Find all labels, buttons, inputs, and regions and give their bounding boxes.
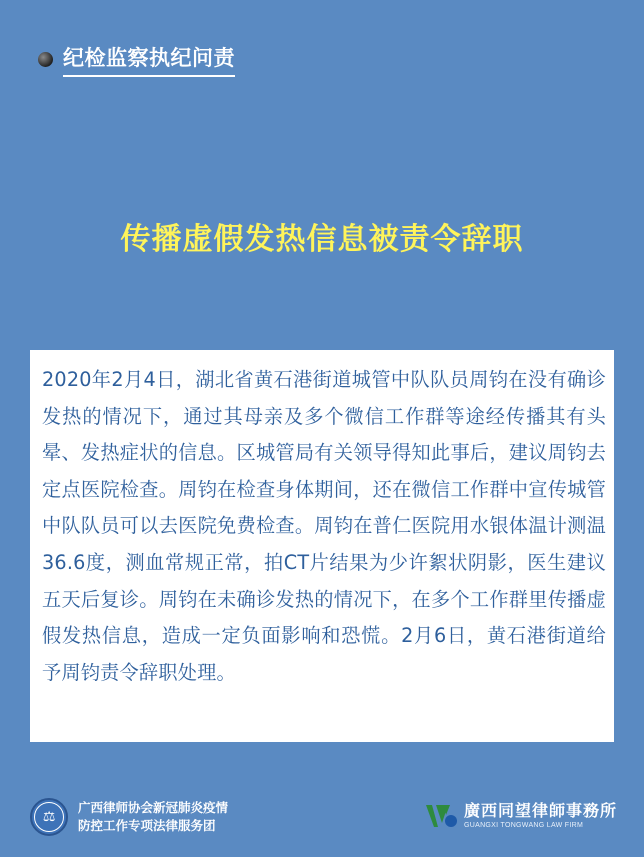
association-name bbox=[78, 799, 228, 835]
section-header bbox=[38, 42, 235, 77]
association-footer bbox=[30, 798, 228, 836]
bullet-dot-icon bbox=[38, 52, 53, 67]
association-line-2: 防控工作专项法律服务团 bbox=[78, 818, 216, 833]
section-title: 纪检监察执纪问责 bbox=[63, 42, 235, 77]
firm-name-english: GUANGXI TONGWANG LAW FIRM bbox=[464, 822, 584, 829]
firm-logo-icon bbox=[424, 801, 458, 831]
firm-name: 廣西同望律師事務所 bbox=[464, 801, 618, 820]
association-line-1: 广西律师协会新冠肺炎疫情 bbox=[78, 800, 229, 815]
headline: 传播虚假发热信息被责令辞职 bbox=[120, 222, 524, 257]
body-text: 2020年2月4日，湖北省黄石港街道城管中队队员周钧在没有确诊发热的情况下，通过其母亲及多个微信工作群等途经传播其有头晕、发热症状的信息。区城管局有关领导得知此事后，建议周钧去定点医院检查。周钧在检查身体期间，还在微信工作群中宣传城管中队队员可以去医院免费检查。周钧在普仁医院用水银体温计测温36.6度，测血常规正常，拍CT片结果为少许絮状阴影，医生建议五天后复诊。周钧在未确诊发热的情况下，在多个工作群里传播虚假发热信息，造成一定负面影响和恐慌。2月6日，黄石港街道给予周钧责令辞职处理。 bbox=[42, 368, 606, 684]
law-firm-footer bbox=[424, 801, 617, 831]
law-association-badge-icon: ⚖ bbox=[30, 798, 68, 836]
body-card bbox=[30, 350, 614, 742]
